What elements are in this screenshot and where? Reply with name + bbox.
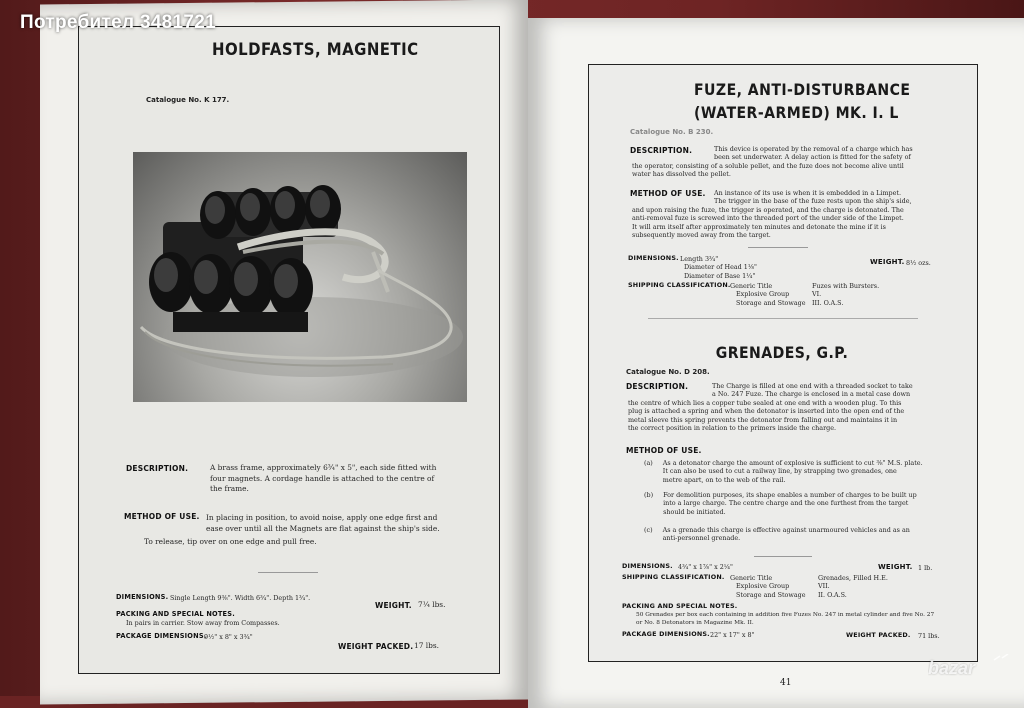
text-line: In placing in position, to avoid noise, apply one edge first and bbox=[206, 513, 438, 522]
item-mark: (b) bbox=[644, 491, 654, 499]
right-title-2: GRENADES, G.P. bbox=[715, 343, 849, 362]
text-line: Generic Title bbox=[730, 574, 773, 582]
holdfast-illustration bbox=[133, 152, 467, 402]
text-line: This device is operated by the removal of a charge which has bbox=[714, 145, 913, 153]
right-dimensions-1-label: DIMENSIONS. bbox=[628, 254, 679, 262]
text-line: and upon raising the fuze, the trigger is operated, and the charge is detonated. The bbox=[632, 205, 904, 214]
right-dimensions-1-text bbox=[680, 255, 757, 280]
text-line: Generic Title bbox=[730, 282, 773, 290]
text-line: Diameter of Base 1¼" bbox=[684, 271, 756, 280]
right-packing-2-text bbox=[636, 611, 966, 627]
text-line: Grenades, Filled H.E. bbox=[818, 574, 888, 582]
left-package-dim-label: PACKAGE DIMENSIONS. bbox=[116, 632, 207, 640]
right-weight-packed-2-label: WEIGHT PACKED. bbox=[846, 631, 911, 639]
right-catalogue-1: Catalogue No. B 230. bbox=[630, 128, 714, 136]
left-method-label: METHOD OF USE. bbox=[124, 512, 200, 521]
left-packing-label: PACKING AND SPECIAL NOTES. bbox=[116, 610, 235, 618]
divider bbox=[258, 572, 318, 573]
right-shipping-2-keys bbox=[730, 574, 806, 599]
right-weight-packed-2-value: 71 lbs. bbox=[918, 632, 940, 640]
text-line: Fuzes with Bursters. bbox=[812, 282, 880, 290]
left-weight-packed-value: 17 lbs. bbox=[414, 641, 439, 650]
left-description-label: DESCRIPTION. bbox=[126, 464, 189, 473]
text-line: A brass frame, approximately 6¾" x 5", each side fitted with bbox=[210, 463, 437, 472]
text-line: been set underwater. A delay action is fitted for the safety of bbox=[714, 153, 911, 162]
right-weight-1-value: 8½ ozs. bbox=[906, 259, 931, 267]
text-line: The Charge is filled at one end with a threaded socket to take bbox=[712, 382, 913, 390]
item-mark: (c) bbox=[644, 526, 653, 534]
text-line: plug is attached a spring and when the detonator is inserted into the open end of the bbox=[628, 407, 905, 416]
text-line: As a grenade this charge is effective against unarmoured vehicles and as an bbox=[662, 526, 910, 534]
left-method-text-2: To release, tip over on one edge and pull free. bbox=[144, 537, 317, 546]
left-title: HOLDFASTS, MAGNETIC bbox=[212, 40, 419, 60]
text-line: Length 3¾" bbox=[680, 255, 719, 263]
text-line: The trigger in the base of the fuze rests upon the ship's side, bbox=[714, 197, 912, 206]
left-weight-packed-label: WEIGHT PACKED. bbox=[338, 642, 414, 651]
text-line: An instance of its use is when it is embedded in a Limpet. bbox=[714, 189, 901, 197]
bazar-logo-mark bbox=[928, 654, 1012, 682]
bazar-logo bbox=[928, 654, 1012, 688]
text-line: It can also be used to cut a railway line, by strapping two grenades, one bbox=[662, 467, 897, 476]
left-package-dim-text: 9½" x 8" x 3¾" bbox=[204, 633, 253, 641]
text-line: Storage and Stowage bbox=[736, 298, 806, 307]
right-dimensions-2-label: DIMENSIONS. bbox=[622, 562, 673, 570]
divider bbox=[748, 247, 808, 248]
right-method-1-label: METHOD OF USE. bbox=[630, 189, 706, 198]
svg-text:bazar: bazar bbox=[928, 658, 976, 678]
text-line: the correct position in relation to the primers inside the charge. bbox=[628, 424, 837, 433]
text-line: the operator, consisting of a soluble pellet, and the fuze does not become alive until bbox=[632, 161, 904, 170]
right-weight-2-label: WEIGHT. bbox=[878, 563, 913, 571]
left-method-text-1 bbox=[206, 513, 440, 534]
right-dimensions-2-text: 4¾" x 1⅞" x 2¼" bbox=[678, 563, 733, 571]
text-line: VI. bbox=[812, 290, 822, 299]
text-line: anti-removal fuze is screwed into the threaded port of the under side of the Limpet. bbox=[632, 214, 904, 223]
right-title-1-line-1: FUZE, ANTI-DISTURBANCE bbox=[694, 80, 911, 99]
left-description-text bbox=[210, 463, 436, 495]
text-line: II. O.A.S. bbox=[818, 590, 847, 599]
right-shipping-1-values bbox=[812, 282, 879, 307]
left-dimensions-label: DIMENSIONS. bbox=[116, 593, 169, 601]
divider bbox=[754, 556, 812, 557]
text-line: anti-personnel grenade. bbox=[662, 534, 741, 543]
holdfast-photo bbox=[133, 152, 467, 402]
text-line: 50 Grenades per box each containing in addition five Fuzes No. 247 in metal cylinder and five No. 27 bbox=[636, 612, 935, 618]
text-line: should be initiated. bbox=[663, 507, 726, 516]
right-package-2-label: PACKAGE DIMENSIONS. bbox=[622, 630, 710, 638]
text-line: a No. 247 Fuze. The charge is enclosed in a metal case down bbox=[712, 390, 911, 399]
right-shipping-2-values bbox=[818, 574, 888, 599]
left-packing-text: In pairs in carrier. Stow away from Compasses. bbox=[126, 619, 280, 627]
text-line: subsequently moved away from the target. bbox=[632, 231, 771, 240]
left-weight-value: 7¼ lbs. bbox=[418, 600, 446, 609]
right-description-2-text bbox=[628, 382, 952, 432]
text-line: Diameter of Head 1⅛" bbox=[684, 263, 757, 272]
right-packing-2-label: PACKING AND SPECIAL NOTES. bbox=[622, 602, 738, 610]
right-method-2-label: METHOD OF USE. bbox=[626, 446, 702, 455]
text-line: Explosive Group bbox=[736, 290, 790, 299]
text-line: VII. bbox=[818, 582, 830, 591]
text-line: metre apart, on to the web of the rail. bbox=[662, 475, 786, 484]
text-line: four magnets. A cordage handle is attached to the centre of bbox=[210, 473, 435, 483]
user-watermark: Потребител 3481721 bbox=[20, 12, 217, 33]
right-shipping-1-keys bbox=[730, 282, 806, 307]
text-line: For demolition purposes, its shape enables a number of charges to be built up bbox=[663, 491, 917, 499]
text-line: or No. 8 Detonators in Magazine Mk. II. bbox=[636, 620, 754, 626]
text-line: water has dissolved the pellet. bbox=[632, 170, 731, 179]
right-description-2-label: DESCRIPTION. bbox=[626, 382, 689, 391]
right-description-1-label: DESCRIPTION. bbox=[630, 146, 693, 155]
right-package-2-text: 22" x 17" x 8" bbox=[710, 631, 755, 639]
right-method-2-item-c bbox=[644, 526, 952, 543]
text-line: It will arm itself after approximately ten minutes and detonate the mine if it is bbox=[632, 222, 886, 231]
right-title-1-line-2: (WATER-ARMED) MK. I. L bbox=[694, 103, 899, 122]
left-weight-label: WEIGHT. bbox=[375, 601, 412, 610]
right-description-1-text bbox=[632, 145, 952, 179]
text-line: the frame. bbox=[210, 484, 249, 493]
text-line: the centre of which lies a copper tube sealed at one end with a wooden plug. To this bbox=[628, 398, 902, 407]
left-catalogue: Catalogue No. K 177. bbox=[146, 96, 230, 104]
right-weight-2-value: 1 lb. bbox=[918, 564, 933, 572]
right-catalogue-2: Catalogue No. D 208. bbox=[626, 368, 710, 376]
text-line: III. O.A.S. bbox=[812, 298, 844, 307]
item-mark: (a) bbox=[644, 459, 653, 467]
text-line: ease over until all the Magnets are flat against the ship's side. bbox=[206, 523, 440, 533]
right-method-1-text bbox=[632, 189, 952, 239]
text-line: metal sleeve this spring prevents the detonator from falling out and maintains it in bbox=[628, 415, 898, 424]
text-line: Storage and Stowage bbox=[736, 590, 806, 599]
text-line: into a large charge. The centre charge and the one furthest from the target bbox=[663, 499, 909, 508]
right-shipping-1-label: SHIPPING CLASSIFICATION. bbox=[628, 281, 731, 289]
page-number: 41 bbox=[780, 678, 792, 688]
text-line: Explosive Group bbox=[736, 582, 790, 591]
right-weight-1-label: WEIGHT. bbox=[870, 258, 905, 266]
right-shipping-2-label: SHIPPING CLASSIFICATION. bbox=[622, 573, 725, 581]
divider bbox=[648, 318, 918, 319]
text-line: As a detonator charge the amount of explosive is sufficient to cut ⅜" M.S. plate. bbox=[662, 459, 923, 467]
right-method-2-item-a bbox=[644, 459, 952, 484]
left-dimensions-text: Single Length 9⅜". Width 6¾". Depth 1¾". bbox=[170, 594, 311, 602]
right-method-2-item-b bbox=[644, 491, 952, 516]
